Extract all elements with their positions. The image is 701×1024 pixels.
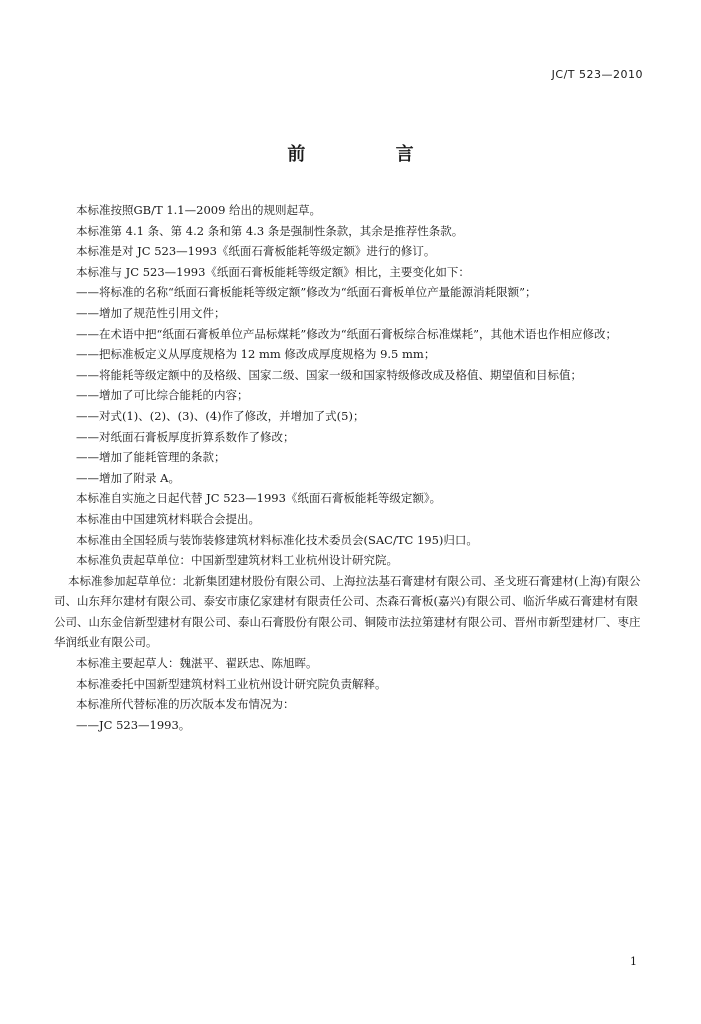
change-item: ——对纸面石膏板厚度折算系数作了修改； — [76, 429, 295, 444]
paragraph: 本标准由全国轻质与装饰装修建筑材料标准化技术委员会(SAC/TC 195)归口。 — [76, 532, 478, 547]
change-item: ——增加了可比综合能耗的内容； — [76, 388, 249, 403]
foreword-body — [54, 200, 647, 735]
change-item: ——在术语中把“纸面石膏板单位产品标煤耗”修改为“纸面石膏板综合标准煤耗”，其他术语也作相应修改； — [76, 326, 618, 341]
page-number: 1 — [630, 955, 637, 968]
change-item: ——将能耗等级定额中的及格级、国家二级、国家一级和国家特级修改成及格值、期望值和目标值； — [76, 367, 582, 382]
paragraph: 本标准按照GB/T 1.1—2009 给出的规则起草。 — [76, 203, 322, 217]
document-code: JC/T 523—2010 — [551, 68, 643, 81]
paragraph: 本标准第 4.1 条、第 4.2 条和第 4.3 条是强制性条款，其余是推荐性条款。 — [76, 223, 464, 238]
change-item: ——JC 523—1993。 — [76, 717, 191, 732]
page-title: 前 言 — [287, 144, 456, 165]
change-item: ——对式(1)、(2)、(3)、(4)作了修改，并增加了式(5)； — [76, 408, 365, 423]
change-item: ——增加了附录 A。 — [76, 470, 180, 485]
paragraph: 本标准委托中国新型建筑材料工业杭州设计研究院负责解释。 — [76, 676, 387, 691]
paragraph: 本标准由中国建筑材料联合会提出。 — [76, 511, 260, 526]
paragraph: 本标准主要起草人：魏湛平、翟跃忠、陈旭晖。 — [76, 656, 318, 671]
paragraph: 本标准自实施之日起代替 JC 523—1993《纸面石膏板能耗等级定额》。 — [76, 491, 442, 506]
change-item: ——把标准板定义从厚度规格为 12 mm 修改成厚度规格为 9.5 mm； — [76, 347, 436, 362]
paragraph-participants: 本标准参加起草单位：北新集团建材股份有限公司、上海拉法基石膏建材有限公司、圣戈班石膏建材(上海)有限公司、山东拜尔建材有限公司、泰安市康亿家建材有限责任公司、杰森石膏板(嘉兴)有限公司、临沂华威石膏建材有限公司、山东金信新型建材有限公司、泰山石膏股份有限公司、铜陵市法拉第建材有限公司、晋州市新型建材厂、枣庄华润纸业有限公司。 — [54, 573, 641, 650]
change-item: ——增加了能耗管理的条款； — [76, 450, 226, 465]
change-item: ——增加了规范性引用文件； — [76, 305, 226, 320]
paragraph: 本标准与 JC 523—1993《纸面石膏板能耗等级定额》相比，主要变化如下： — [76, 264, 470, 279]
change-item: ——将标准的名称“纸面石膏板能耗等级定额”修改为“纸面石膏板单位产量能源消耗限额”； — [76, 285, 537, 300]
paragraph: 本标准是对 JC 523—1993《纸面石膏板能耗等级定额》进行的修订。 — [76, 244, 436, 259]
paragraph: 本标准负责起草单位：中国新型建筑材料工业杭州设计研究院。 — [76, 553, 398, 568]
paragraph: 本标准所代替标准的历次版本发布情况为： — [76, 697, 295, 712]
